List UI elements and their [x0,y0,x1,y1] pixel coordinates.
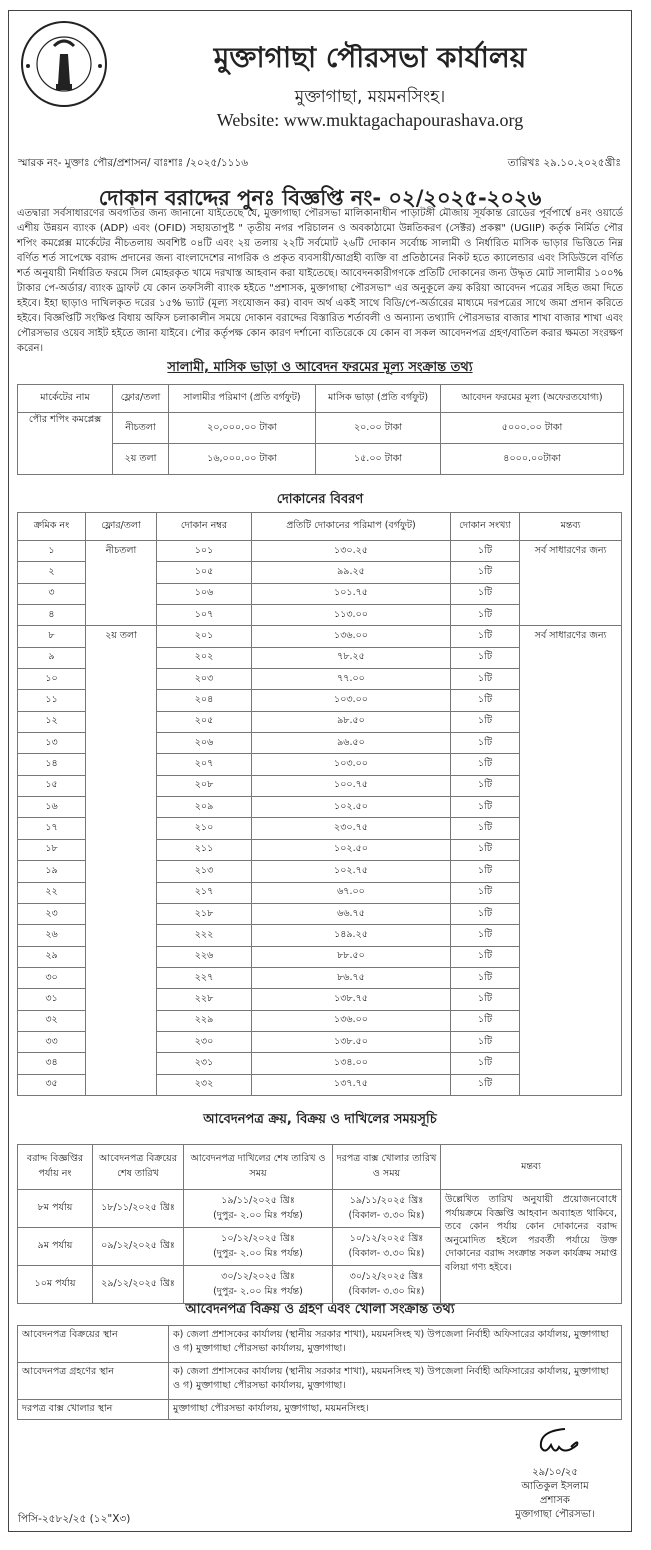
serial-cell: ২২ [18,882,86,903]
shop-size-cell: ১১৩.০০ [252,605,451,626]
shop-count-cell: ১টি [451,690,520,711]
signature-block [480,1425,630,1522]
shop-number-cell: ১০৬ [157,583,252,604]
table-row [18,626,622,647]
column-header: আবেদনপত্র দাখিলের শেষ তারিখ ও সময় [184,1145,333,1190]
price-heading-text: সালামী, মাসিক ভাড়া ও আবেদন ফরমের মূল্য সংক্রান্ত তথ্য [167,360,473,375]
shop-section-heading: দোকানের বিবরণ [276,492,364,507]
schedule-section-heading: আবেদনপত্র ক্রয়, বিক্রয় ও দাখিলের সময়সূচি [203,1112,437,1127]
serial-cell: ১৩ [18,733,86,754]
shop-size-cell: ২৩০.৭৫ [252,818,451,839]
column-header: প্রতিটি দোকানের পরিমাপ (বর্গফুট) [252,513,451,541]
shop-size-cell: ১০২.৫০ [252,839,451,860]
shop-count-cell: ১টি [451,1010,520,1031]
sale-deadline-cell: ১৮/১১/২০২৫ খ্রিঃ [93,1190,184,1228]
shop-size-cell: ১০২.৭৫ [252,861,451,882]
shop-number-cell: ২২৬ [157,946,252,967]
shop-number-cell: ১০৭ [157,605,252,626]
column-header: সালামীর পরিমাণ (প্রতি বর্গফুট) [169,385,316,413]
location-value: মুক্তাগাছা পৌরসভা কার্যালয়, মুক্তাগাছা, ময়মনসিংহ। [169,1400,622,1420]
shop-count-cell: ১টি [451,1053,520,1074]
remark-cell: সর্ব সাধারণের জন্য [520,541,622,626]
shop-count-cell: ১টি [451,711,520,732]
shop-size-cell: ১০২.৫০ [252,797,451,818]
column-header: মন্তব্য [441,1145,622,1190]
office-address: মুক্তাগাছা, ময়মনসিংহ। [294,87,446,107]
submission-time: (দুপুর- ২.০০ মিঃ পর্যন্ত) [213,1285,303,1297]
opening-date: ১৯/১১/২০২৫ খ্রিঃ [349,1194,424,1206]
shop-size-cell: ১৩৪.০০ [252,1053,451,1074]
column-header: দোকান নম্বর [157,513,252,541]
column-header: আবেদনপত্র বিক্রয়ের শেষ তারিখ [93,1145,184,1190]
signatory-office: মুক্তাগাছা পৌরসভা। [515,1509,595,1520]
phase-cell: ১০ম পর্যায় [18,1266,93,1304]
print-code: পিসি-২৫৮২/২৫ (১২"X৩) [18,1513,131,1525]
phase-cell: ৯ম পর্যায় [18,1228,93,1266]
serial-cell: ১৬ [18,797,86,818]
handwritten-signature [525,1425,585,1461]
shop-size-cell: ১৩০.২৫ [252,541,451,562]
opening-date: ১০/১২/২০২৫ খ্রিঃ [349,1232,424,1244]
serial-cell: ৪ [18,605,86,626]
shop-size-cell: ১০১.৭৫ [252,583,451,604]
header-row [18,1145,622,1190]
submission-deadline-cell [184,1190,333,1228]
column-header: বরাদ্দ বিজ্ঞপ্তির পর্যায় নং [18,1145,93,1190]
shop-number-cell: ২০৫ [157,711,252,732]
header-row [18,385,624,413]
shop-number-cell: ২২৯ [157,1010,252,1031]
location-table [17,1325,622,1420]
shop-number-cell: ২২২ [157,925,252,946]
shop-size-cell: ১৪৯.২৫ [252,925,451,946]
shop-size-cell: ৬৭.০০ [252,882,451,903]
opening-time: (বিকাল- ৩.৩০ মিঃ) [348,1209,425,1221]
form-price-cell: ৪০০০.০০টাকা [441,444,624,475]
shop-count-cell: ১টি [451,775,520,796]
shop-number-cell: ২৩২ [157,1074,252,1095]
notice-title: দোকান বরাদ্দের পুনঃ বিজ্ঞপ্তি নং- ০২/২০২৫-২০২৬ [98,186,542,210]
shop-count-cell: ১টি [451,946,520,967]
column-header: দোকান সংখ্যা [451,513,520,541]
shop-size-cell: ৭৭.০০ [252,669,451,690]
serial-cell: ২৩ [18,903,86,924]
submission-deadline-cell [184,1266,333,1304]
sale-deadline-cell: ০৯/১২/২০২৫ খ্রিঃ [93,1228,184,1266]
opening-cell [333,1266,441,1304]
header-row [18,513,622,541]
shop-number-cell: ২৩০ [157,1031,252,1052]
floor-cell: ২য় তলা [86,626,157,1096]
shop-count-cell: ১টি [451,647,520,668]
floor-cell: নীচতলা [86,541,157,626]
salami-cell: ২০,০০০.০০ টাকা [169,413,316,444]
serial-cell: ১৮ [18,839,86,860]
sale-deadline-cell: ২৯/১২/২০২৫ খ্রিঃ [93,1266,184,1304]
price-table [17,384,624,475]
column-header: মন্তব্য [520,513,622,541]
price-section-heading [10,358,630,379]
table-row [18,1190,622,1228]
remark-cell: সর্ব সাধারণের জন্য [520,626,622,1096]
shop-number-cell: ২১৩ [157,861,252,882]
submission-time: (দুপুর- ২.০০ মিঃ পর্যন্ত) [213,1209,303,1221]
shop-number-cell: ১০৫ [157,562,252,583]
shop-size-cell: ১৩৭.৭৫ [252,1074,451,1095]
shop-size-cell: ৬৬.৭৫ [252,903,451,924]
shop-number-cell: ১০১ [157,541,252,562]
shop-number-cell: ২০৩ [157,669,252,690]
notice-date: তারিখঃ ২৯.১০.২০২৫খ্রীঃ [507,157,621,169]
shop-count-cell: ১টি [451,733,520,754]
location-label: আবেদনপত্র বিক্রয়ের স্থান [18,1326,169,1363]
shop-count-cell: ১টি [451,583,520,604]
serial-cell: ৩০ [18,967,86,988]
shop-number-cell: ২০২ [157,647,252,668]
serial-cell: ১৫ [18,775,86,796]
serial-cell: ৩২ [18,1010,86,1031]
opening-cell [333,1190,441,1228]
table-row [18,1363,622,1400]
shop-count-cell: ১টি [451,669,520,690]
serial-cell: ২ [18,562,86,583]
shop-count-cell: ১টি [451,797,520,818]
shop-number-cell: ২১০ [157,818,252,839]
floor-cell: ২য় তলা [113,444,169,475]
serial-cell: ১ [18,541,86,562]
column-header: ক্রমিক নং [18,513,86,541]
website: Website: www.muktagachapourashava.org [216,110,524,130]
shop-count-cell: ১টি [451,818,520,839]
shop-count-cell: ১টি [451,754,520,775]
signature-date: ২৯/১০/২৫ [532,1467,578,1478]
signatory-name: আতিকুল ইসলাম [521,1481,589,1492]
shop-size-cell: ৮৬.৭৫ [252,967,451,988]
shop-count-cell: ১টি [451,861,520,882]
shop-size-cell: ১০০.৭৫ [252,775,451,796]
shop-number-cell: ২২৭ [157,967,252,988]
monthly-rent-cell: ১৫.০০ টাকা [316,444,441,475]
serial-cell: ১৯ [18,861,86,882]
shop-size-cell: ১০৩.০০ [252,690,451,711]
serial-cell: ১১ [18,690,86,711]
municipality-seal-logo [18,14,110,118]
serial-cell: ২৬ [18,925,86,946]
column-header: আবেদন ফরমের মূল্য (অফেরতযোগ্য) [441,385,624,413]
submission-date: ৩০/১২/২০২৫ খ্রিঃ [221,1270,295,1282]
serial-cell: ১০ [18,669,86,690]
shop-number-cell: ২১১ [157,839,252,860]
shop-size-cell: ১৩৬.০০ [252,1010,451,1031]
shop-details-table [17,512,622,1096]
serial-cell: ৩৩ [18,1031,86,1052]
shop-count-cell: ১টি [451,903,520,924]
shop-number-cell: ২০১ [157,626,252,647]
serial-cell: ৩৫ [18,1074,86,1095]
opening-time: (বিকাল- ৩.৩০ মিঃ) [348,1247,425,1259]
shop-count-cell: ১টি [451,967,520,988]
shop-count-cell: ১টি [451,1074,520,1095]
table-row [18,541,622,562]
shop-count-cell: ১টি [451,989,520,1010]
table-row [18,413,624,444]
table-row [18,1326,622,1363]
market-name: পৌর শপিং কমপ্লেক্স [18,413,113,475]
location-value: ক) জেলা প্রশাসকের কার্যালয় (স্থানীয় সরকার শাখা), ময়মনসিংহ খ) উপজেলা নির্বাহী অফিসারের কার্যালয়, মুক্তাগাছা ও গ) মুক্তাগাছা পৌরসভা কার্যালয়, মুক্তাগাছা। [169,1326,622,1363]
shop-count-cell: ১টি [451,541,520,562]
shop-number-cell: ২৩১ [157,1053,252,1074]
form-price-cell: ৫০০০.০০ টাকা [441,413,624,444]
notice-body: এতদ্বারা সর্বসাধারণের অবগতির জন্য জানানো যাইতেছে যে, মুক্তাগাছা পৌরসভা মালিকানাধীন পাড়াটঙ্গী মৌজায় সূর্যকান্ত রোডের পূর্বপার্শ্বে ৪নং ওয়ার্ডে এশীয় উন্নয়ন ব্যাংক (ADP) এবং (OFID) সহায়তাপুষ্ট " তৃতীয় নগর পরিচালন ও অবকাঠামো উন্নতিকরণ (সেক্টর) প্রকল্প" (UGIIP) কর্তৃক নির্মিত পৌর শপিং কমপ্লেক্স মার্কেটের নীচতলায় অবশিষ্ট ০৪টি এবং ২য় তলায় ২২টি সর্বমোট ২৬টি দোকান সর্বোচ্চ সালামী ও নির্ধারিত মাসিক ভাড়ার ভিত্তিতে নিম্ন বর্ণিত শর্ত সাপেক্ষে বরাদ্দ প্রদানের জন্য বাংলাদেশের নাগরিক ও প্রকৃত ব্যবসায়ী/আগ্রহী ব্যক্তি বা প্রতিষ্ঠানের নিকট হতে ক্যালেন্ডার এবং সিডিউলে বর্ণিত শর্ত অনুযায়ী নির্ধারিত ফরমে সিল মোহরকৃত খামে দরখাস্ত আহবান করা যাইতেছে। আবেদনকারীগণকে প্রতিটি দোকানের জন্য উদ্ধৃত মোট সালামীর ১০০% টাকার পে-অর্ডার/ ব্যাংক ড্রাফট যে কোন তফসিলী ব্যাংক হইতে "প্রশাসক, মুক্তাগাছা পৌরসভা" এর অনুকূলে ক্রয় করিয়া আবেদন পত্রের সহিত জমা দিতে হইবে। ইহা ছাড়াও দাখিলকৃত দরের ১৫% ভ্যাট (মূল্য সংযোজন কর) বাবদ অর্থ একই সাথে বিডি/পে-অর্ডারের মাধ্যমে দরপত্রের সাথে জমা প্রদান করিতে হইবে। বিজ্ঞপ্তিটি সংক্ষিপ্ত বিধায় অফিস চলাকালীন সময়ে দোকান বরাদ্দের বিস্তারিত শর্তাবলী ও অন্যান্য তথ্যাদি পৌরসভার বাজার শাখা বাজার শাখা এবং পৌরসভার ওয়েব সাইট হইতে জানা যাইবে। পৌর কর্তৃপক্ষ কোন কারণ দর্শানো ব্যতিরেকে যে কোন বা সকল আবেদনপত্র গ্রহণ/বাতিল করার ক্ষমতা সংরক্ষণ করেন। [17,208,623,354]
column-header: ফ্লোর/তলা [113,385,169,413]
serial-cell: ৩১ [18,989,86,1010]
shop-number-cell: ২০৮ [157,775,252,796]
shop-number-cell: ২২৮ [157,989,252,1010]
shop-count-cell: ১টি [451,1031,520,1052]
location-section-heading: আবেদনপত্র বিক্রয় ও গ্রহণ এবং খোলা সংক্রান্ত তথ্য [185,1302,455,1317]
column-header: ফ্লোর/তলা [86,513,157,541]
memo-number: স্মারক নং- মুক্তাঃ পৌর/প্রশাসন/ বাঃশাঃ /২০২৫/১১১৬ [18,157,249,169]
shop-count-cell: ১টি [451,839,520,860]
serial-cell: ৮ [18,626,86,647]
opening-date: ৩০/১২/২০২৫ খ্রিঃ [349,1270,424,1282]
table-row [18,1400,622,1420]
salami-cell: ১৬,০০০.০০ টাকা [169,444,316,475]
shop-size-cell: ৯৬.৫০ [252,733,451,754]
shop-count-cell: ১টি [451,882,520,903]
shop-size-cell: ১৩৬.০০ [252,626,451,647]
location-value: ক) জেলা প্রশাসকের কার্যালয় (স্থানীয় সরকার শাখা), ময়মনসিংহ খ) উপজেলা নির্বাহী অফিসারের কার্যালয়, মুক্তাগাছা ও গ) মুক্তাগাছা পৌরসভা কার্যালয়, মুক্তাগাছা। [169,1363,622,1400]
serial-cell: ৩ [18,583,86,604]
shop-count-cell: ১টি [451,562,520,583]
schedule-remark: উল্লেখিত তারিখ অনুযায়ী প্রয়োজনবোধে পর্যায়ক্রমে বিজ্ঞপ্তি আহবান অব্যাহত থাকিবে, তবে কোন পর্যায় কোন দোকানের বরাদ্দ অনুমোদিত হইলে পরবর্তী পর্যায়ে উক্ত দোকানের বরাদ্দ সংক্রান্ত সকল কার্যক্রম সমাপ্ত বলিয়া গণ্য হইবে। [441,1190,622,1304]
schedule-table [17,1144,622,1304]
location-label: আবেদনপত্র গ্রহণের স্থান [18,1363,169,1400]
shop-count-cell: ১টি [451,605,520,626]
shop-size-cell: ১০৩.০০ [252,754,451,775]
shop-count-cell: ১টি [451,626,520,647]
monthly-rent-cell: ২০.০০ টাকা [316,413,441,444]
shop-count-cell: ১টি [451,925,520,946]
column-header: দরপত্র বাক্স খোলার তারিখ ও সময় [333,1145,441,1190]
shop-number-cell: ২০৭ [157,754,252,775]
location-label: দরপত্র বাক্স খোলার স্থান [18,1400,169,1420]
submission-date: ১৯/১১/২০২৫ খ্রিঃ [221,1194,295,1206]
shop-size-cell: ১৩৮.৭৫ [252,989,451,1010]
serial-cell: ২৯ [18,946,86,967]
shop-size-cell: ১৩৮.৫০ [252,1031,451,1052]
submission-date: ১০/১২/২০২৫ খ্রিঃ [221,1232,295,1244]
shop-number-cell: ২০৬ [157,733,252,754]
phase-cell: ৮ম পর্যায় [18,1190,93,1228]
serial-cell: ১৭ [18,818,86,839]
shop-size-cell: ৯৮.৫০ [252,711,451,732]
serial-cell: ১৪ [18,754,86,775]
serial-cell: ৯ [18,647,86,668]
serial-cell: ১২ [18,711,86,732]
column-header: মার্কেটের নাম [18,385,113,413]
opening-cell [333,1228,441,1266]
serial-cell: ৩৪ [18,1053,86,1074]
shop-size-cell: ৮৮.৫০ [252,946,451,967]
office-title: মুক্তাগাছা পৌরসভা কার্যালয় [213,41,527,74]
shop-number-cell: ২১৮ [157,903,252,924]
shop-number-cell: ২০৪ [157,690,252,711]
submission-deadline-cell [184,1228,333,1266]
signatory-designation: প্রশাসক [540,1495,570,1506]
shop-number-cell: ২০৯ [157,797,252,818]
opening-time: (বিকাল- ৩.৩০ মিঃ) [348,1285,425,1297]
shop-number-cell: ২১৭ [157,882,252,903]
shop-size-cell: ৯৯.২৫ [252,562,451,583]
floor-cell: নীচতলা [113,413,169,444]
submission-time: (দুপুর- ২.০০ মিঃ পর্যন্ত) [213,1247,303,1259]
column-header: মাসিক ভাড়া (প্রতি বর্গফুট) [316,385,441,413]
shop-size-cell: ৭৮.২৫ [252,647,451,668]
